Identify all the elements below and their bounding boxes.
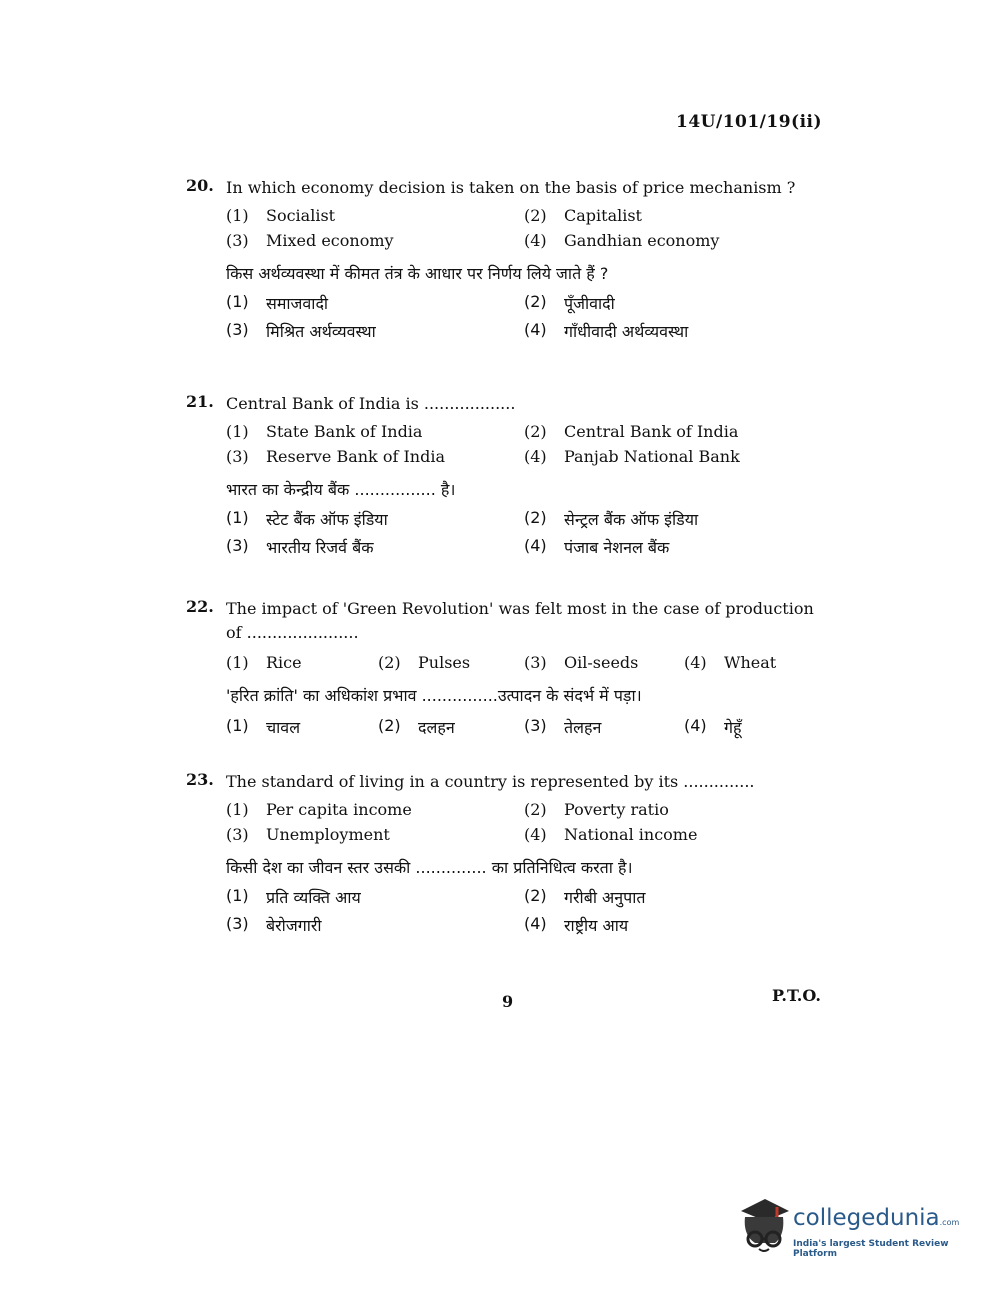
option-4: (4) Panjab National Bank (524, 447, 740, 466)
hindi-option-4: (4) पंजाब नेशनल बैंक (524, 536, 670, 557)
option-2: (2) Poverty ratio (524, 800, 669, 819)
option-4: (4) Gandhian economy (524, 231, 720, 250)
hindi-option-1: (1) प्रति व्यक्ति आय (226, 886, 361, 907)
brand-name: collegedunia (793, 1205, 940, 1231)
question-text: The impact of 'Green Revolution' was felt most in the case of production of ...................... (226, 599, 814, 642)
question-number: 22. (186, 597, 214, 616)
graduate-cap-face-icon (735, 1195, 791, 1257)
question-number: 23. (186, 770, 214, 789)
hindi-option-3: (3) भारतीय रिजर्व बैंक (226, 536, 374, 557)
hindi-option-3: (3) मिश्रित अर्थव्यवस्था (226, 320, 376, 341)
hindi-option-2: (2) पूँजीवादी (524, 292, 615, 313)
hindi-option-2: (2) दलहन (378, 716, 455, 737)
hindi-option-1: (1) चावल (226, 716, 301, 737)
pto-label: P.T.O. (772, 986, 821, 1005)
option-1: (1) Per capita income (226, 800, 412, 819)
hindi-option-4: (4) गाँधीवादी अर्थव्यवस्था (524, 320, 689, 341)
question-20 (186, 176, 826, 342)
option-4: (4) Wheat (684, 653, 777, 672)
hindi-option-1: (1) समाजवादी (226, 292, 329, 313)
question-text-hindi: किस अर्थव्यवस्था में कीमत तंत्र के आधार पर निर्णय लिये जाते हैं ? (226, 264, 609, 283)
hindi-option-1: (1) स्टेट बैंक ऑफ इंडिया (226, 508, 388, 529)
question-text-hindi: किसी देश का जीवन स्तर उसकी .............. का प्रतिनिधित्व करता है। (226, 858, 633, 877)
option-3: (3) Oil-seeds (524, 653, 639, 672)
option-3: (3) Mixed economy (226, 231, 394, 250)
question-number: 20. (186, 176, 214, 195)
option-3: (3) Reserve Bank of India (226, 447, 445, 466)
hindi-option-2: (2) सेन्ट्रल बैंक ऑफ इंडिया (524, 508, 699, 529)
question-21 (186, 392, 826, 558)
option-1: (1) State Bank of India (226, 422, 423, 441)
option-2: (2) Capitalist (524, 206, 642, 225)
question-text: The standard of living in a country is represented by its .............. (226, 772, 755, 791)
question-text-hindi: भारत का केन्द्रीय बैंक ................ है। (226, 480, 456, 499)
question-number: 21. (186, 392, 214, 411)
paper-code: 14U/101/19(ii) (676, 112, 823, 132)
option-2: (2) Central Bank of India (524, 422, 739, 441)
hindi-option-2: (2) गरीबी अनुपात (524, 886, 646, 907)
brand-tagline: India's largest Student Review Platform (793, 1239, 949, 1259)
question-text-hindi: 'हरित क्रांति' का अधिकांश प्रभाव ...............उत्पादन के संदर्भ में पड़ा। (226, 686, 642, 705)
brand-suffix: .com (939, 1218, 960, 1227)
question-text: In which economy decision is taken on the basis of price mechanism ? (226, 178, 796, 197)
question-text: Central Bank of India is .................. (226, 394, 516, 413)
option-2: (2) Pulses (378, 653, 471, 672)
option-1: (1) Socialist (226, 206, 336, 225)
collegedunia-logo (735, 1195, 965, 1265)
hindi-option-4: (4) गेहूँ (684, 716, 742, 737)
question-23 (186, 770, 826, 936)
question-22 (186, 597, 826, 738)
page-number: 9 (502, 992, 514, 1011)
option-4: (4) National income (524, 825, 698, 844)
hindi-option-3: (3) तेलहन (524, 716, 602, 737)
hindi-option-3: (3) बेरोजगारी (226, 914, 322, 935)
option-1: (1) Rice (226, 653, 302, 672)
hindi-option-4: (4) राष्ट्रीय आय (524, 914, 629, 935)
option-3: (3) Unemployment (226, 825, 390, 844)
